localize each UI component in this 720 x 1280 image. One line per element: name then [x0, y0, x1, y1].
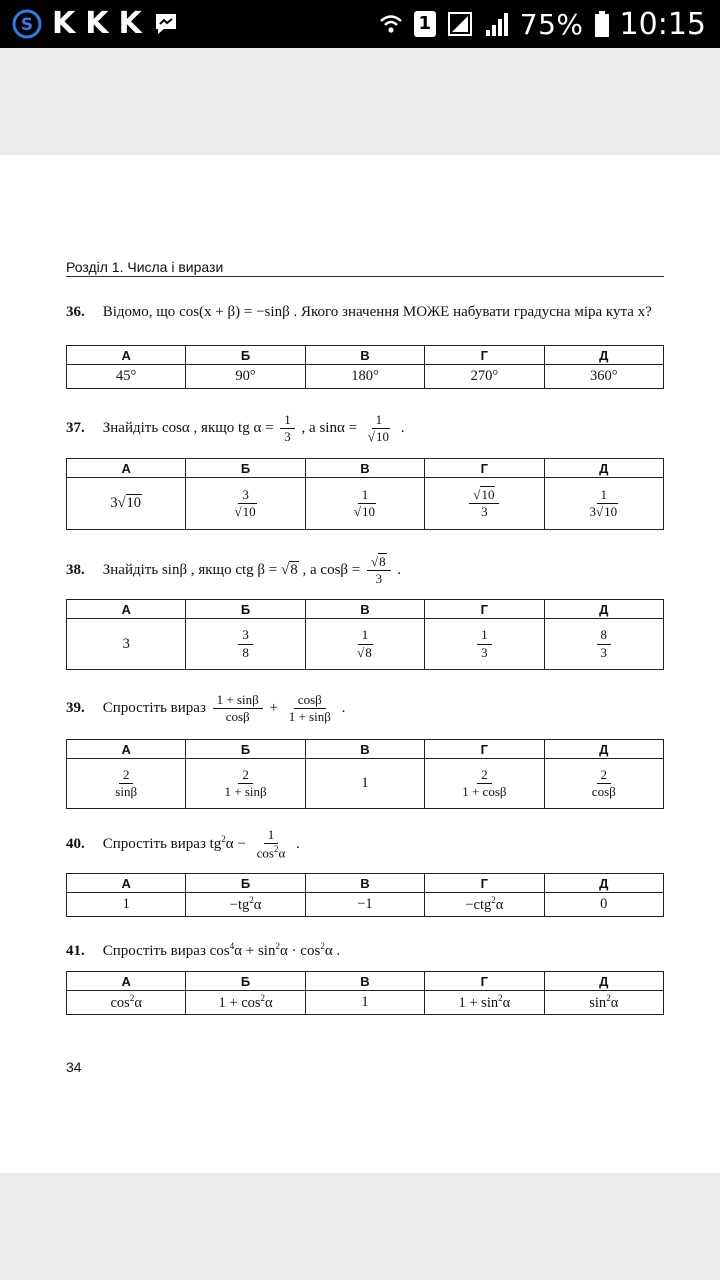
answer-table-36 — [66, 345, 664, 389]
option-label: Б — [186, 972, 305, 991]
fraction: $\frac{1}{\cos^2\alpha}$ — [256, 827, 286, 861]
question-text: , а — [301, 420, 316, 437]
answer-cell: $\sin^2\alpha$ — [544, 991, 663, 1015]
question-41 — [66, 941, 664, 960]
question-text: Спростіть вираз — [102, 700, 206, 717]
question-text: . — [341, 700, 346, 717]
question-formula: √8 — [281, 562, 298, 579]
answer-cell: 180° — [305, 365, 424, 389]
option-label: А — [67, 346, 186, 365]
answer-cell: 1 — [305, 991, 424, 1015]
question-number: 39. — [66, 700, 85, 717]
notification-icons — [12, 6, 180, 42]
svg-text:S: S — [20, 15, 34, 35]
option-label: Д — [544, 346, 663, 365]
question-formula: cosα — [161, 420, 190, 437]
question-38 — [66, 555, 664, 587]
answer-cell: −ctg$^2$α — [425, 893, 544, 917]
answer-cell: $-tg^2\alpha$ — [186, 893, 305, 917]
question-39 — [66, 693, 664, 725]
option-label: Д — [544, 600, 663, 619]
option-label: В — [305, 346, 424, 365]
fraction: $\frac{1 + \sin\beta}{\cos\beta}$ — [213, 693, 263, 725]
option-label: Д — [544, 972, 663, 991]
question-text: , якщо — [190, 562, 232, 579]
option-label: Д — [544, 459, 663, 478]
answer-cell: 90° — [186, 365, 305, 389]
question-formula: cosβ = — [320, 562, 361, 579]
clock: 10:15 — [619, 6, 706, 42]
answer-table-37 — [66, 458, 664, 530]
answer-cell: 3 — [67, 619, 186, 670]
answer-cell: $\frac{2}{\cos\beta}$ — [544, 759, 663, 809]
answer-cell: 1 — [305, 759, 424, 809]
answer-cell: −1 — [305, 893, 424, 917]
system-indicators — [378, 6, 706, 42]
answer-cell: $\frac{√10}{3}$ — [425, 478, 544, 530]
answer-cell: $\frac{3}{8}$ — [186, 619, 305, 670]
question-formula: + — [269, 700, 278, 717]
answer-cell: $1 + \cos^2\alpha$ — [186, 991, 305, 1015]
answer-table-39 — [66, 739, 664, 809]
option-label: Д — [544, 874, 663, 893]
k-app-icon: K — [52, 6, 76, 41]
question-formula: sinβ — [161, 562, 188, 579]
fraction: $\frac{\cos\beta}{1 + \sin\beta}$ — [288, 692, 331, 725]
question-text: . — [397, 562, 402, 579]
option-label: В — [305, 600, 424, 619]
option-label: В — [305, 459, 424, 478]
option-label: В — [305, 874, 424, 893]
option-label: Г — [425, 346, 544, 365]
question-text: Спростіть вираз — [102, 835, 206, 852]
question-text: . — [400, 420, 405, 437]
option-label: Б — [186, 740, 305, 759]
answer-cell: $\frac{1}{√10}$ — [305, 478, 424, 530]
answer-table-38 — [66, 599, 664, 670]
signal-bars-icon — [484, 10, 510, 38]
question-formula: tg α = — [238, 420, 274, 437]
option-label: Б — [186, 459, 305, 478]
option-label: А — [67, 874, 186, 893]
question-text: Знайдіть — [102, 562, 159, 579]
option-label: Г — [425, 459, 544, 478]
option-label: Г — [425, 874, 544, 893]
question-text: Відомо, що — [102, 304, 176, 320]
answer-cell: $1 + \sin^2\alpha$ — [425, 991, 544, 1015]
option-label: Г — [425, 740, 544, 759]
question-text: , а — [302, 562, 317, 579]
document-page — [0, 155, 720, 1173]
page-number: 34 — [66, 1059, 82, 1075]
answer-cell: $\frac{1}{3}$ — [425, 619, 544, 670]
answer-table-41 — [66, 971, 664, 1015]
question-formula: cos(x + β) = −sinβ — [179, 304, 290, 320]
fraction: $\frac{1}{√10}$ — [367, 412, 389, 445]
question-formula: $\cos^4\alpha + \sin^2\alpha \cdot \cos^2\alpha$ . — [209, 941, 341, 959]
question-number: 40. — [66, 835, 85, 852]
answer-cell: 1 — [67, 893, 186, 917]
k-app-icon: K — [118, 6, 142, 41]
option-label: Б — [186, 874, 305, 893]
answer-cell: 360° — [544, 365, 663, 389]
option-label: В — [305, 740, 424, 759]
question-text: Спростіть вираз — [102, 943, 206, 959]
battery-percent: 75% — [519, 7, 584, 41]
fraction: $\frac{1}{3}$ — [280, 413, 295, 445]
question-formula: ctg β = — [235, 562, 278, 579]
option-label: Д — [544, 740, 663, 759]
question-number: 41. — [66, 943, 85, 959]
messenger-icon — [152, 10, 180, 38]
question-37 — [66, 413, 664, 445]
question-40 — [66, 828, 664, 861]
option-label: В — [305, 972, 424, 991]
sim-slot-badge: 1 — [414, 11, 436, 37]
header-divider — [66, 276, 664, 277]
option-label: А — [67, 740, 186, 759]
answer-cell: 45° — [67, 365, 186, 389]
option-label: А — [67, 459, 186, 478]
option-label: Г — [425, 972, 544, 991]
answer-cell: $\frac{2}{1 + \sin\beta}$ — [186, 759, 305, 809]
answer-cell: $\cos^2\alpha$ — [67, 991, 186, 1015]
answer-cell: $\frac{2}{\sin\beta}$ — [67, 759, 186, 809]
question-text: . Якого значення МОЖЕ набувати градусна міра кута x? — [293, 304, 652, 320]
answer-cell: 0 — [544, 893, 663, 917]
answer-table-40 — [66, 873, 664, 917]
question-number: 37. — [66, 420, 85, 437]
section-header: Розділ 1. Числа і вирази — [66, 259, 224, 275]
battery-icon — [594, 10, 610, 38]
question-text: . — [296, 835, 300, 852]
question-36 — [66, 303, 664, 322]
fraction: $\frac{√8}{3}$ — [367, 555, 391, 587]
question-text: Знайдіть — [102, 420, 159, 437]
app-s-icon — [12, 9, 42, 39]
option-label: А — [67, 972, 186, 991]
wifi-icon — [378, 11, 404, 37]
answer-cell: 270° — [425, 365, 544, 389]
question-number: 38. — [66, 562, 85, 579]
option-label: Б — [186, 600, 305, 619]
answer-cell: $\frac{1}{3√10}$ — [544, 478, 663, 530]
option-label: Б — [186, 346, 305, 365]
question-formula: sinα = — [319, 420, 358, 437]
answer-cell: $\frac{2}{1 + \cos\beta}$ — [425, 759, 544, 809]
answer-cell: $\frac{3}{√10}$ — [186, 478, 305, 530]
option-label: Г — [425, 600, 544, 619]
answer-cell: $\frac{1}{√8}$ — [305, 619, 424, 670]
k-app-icon: K — [85, 6, 109, 41]
answer-cell: $\frac{8}{3}$ — [544, 619, 663, 670]
signal-icon — [446, 10, 474, 38]
question-number: 36. — [66, 304, 85, 320]
status-bar — [0, 0, 720, 48]
answer-cell: 3√10 — [67, 478, 186, 530]
question-text: , якщо — [193, 420, 235, 437]
option-label: А — [67, 600, 186, 619]
question-formula: $tg^2\alpha$ − — [209, 833, 246, 852]
